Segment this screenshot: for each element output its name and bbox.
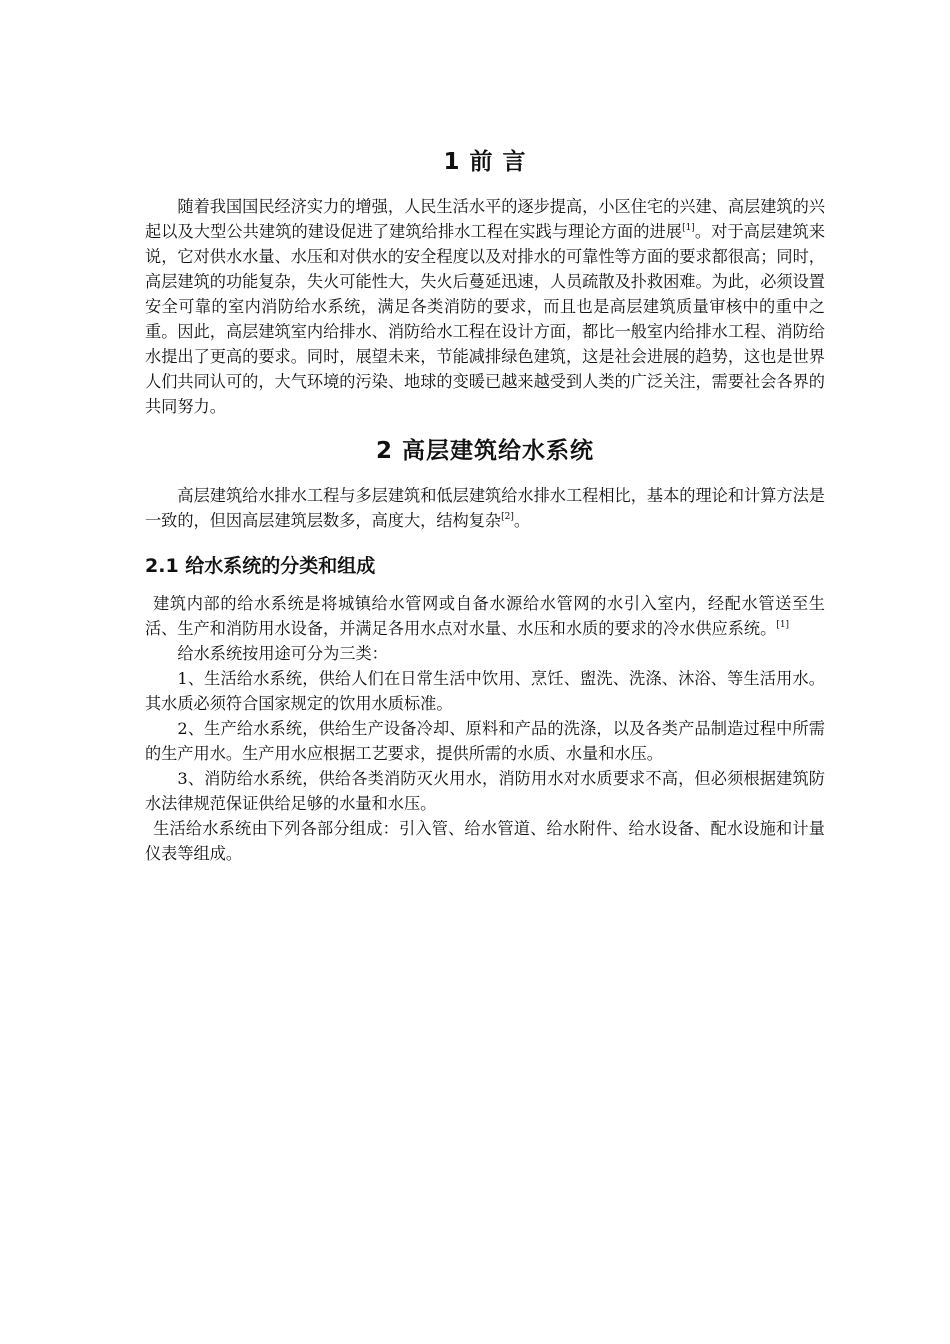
section-2-1-paragraph-3: 生活给水系统由下列各部分组成：引入管、给水管道、给水附件、给水设备、配水设施和计量仪表等组成。	[145, 819, 825, 863]
citation-ref-3: [1]	[776, 620, 790, 630]
section-2-paragraph-text: 高层建筑给水排水工程与多层建筑和低层建筑给水排水工程相比，基本的理论和计算方法是一致的，但因高层建筑层数多，高度大，结构复杂	[145, 486, 825, 530]
list-item-3: 3、消防给水系统，供给各类消防灭火用水，消防用水对水质要求不高，但必须根据建筑防水法律规范保证供给足够的水量和水压。	[145, 769, 825, 813]
section-1-paragraph-text: 随着我国国民经济实力的增强，人民生活水平的逐步提高，小区住宅的兴建、高层建筑的兴起以及大型公共建筑的建设促进了建筑给排水工程在实践与理论方面的进展	[145, 197, 825, 241]
document-page	[145, 140, 825, 866]
list-item-2: 2、生产给水系统，供给生产设备冷却、原料和产品的洗涤，以及各类产品制造过程中所需的生产用水。生产用水应根据工艺要求，提供所需的水质、水量和水压。	[145, 719, 825, 763]
section-1-paragraph	[145, 194, 825, 419]
section-2-title: 2 高层建筑给水系统	[375, 438, 594, 464]
citation-ref-1: [1]	[682, 223, 695, 233]
section-2-1-title: 2.1 给水系统的分类和组成	[145, 555, 376, 577]
section-1-paragraph-text-rest: 。对于高层建筑来说，它对供水水量、水压和对供水的安全程度以及对排水的可靠性等方面的要求都很高；同时，高层建筑的功能复杂，失火可能性大，失火后蔓延迅速，人员疏散及扑救困难。为此，必须设置安全可靠的室内消防给水系统，满足各类消防的要求，而且也是高层建筑质量审核中的重中之重。因此，高层建筑室内给排水、消防给水工程在设计方面，都比一般室内给排水工程、消防给水提出了更高的要求。同时，展望未来，节能减排绿色建筑，这是社会进展的趋势，这也是世界人们共同认可的，大气环境的污染、地球的变暖已越来越受到人类的广泛关注，需要社会各界的共同努力。	[145, 222, 826, 416]
list-item-1: 1、生活给水系统，供给人们在日常生活中饮用、烹饪、盥洗、洗涤、沐浴、等生活用水。其水质必须符合国家规定的饮用水质标准。	[145, 669, 825, 713]
section-1-title: 1 前 言	[443, 149, 527, 175]
citation-ref-2: [2]	[501, 512, 514, 522]
section-2-1-paragraph-1-text: 建筑内部的给水系统是将城镇给水管网或自备水源给水管网的水引入室内，经配水管送至生活、生产和消防用水设备，并满足各用水点对水量、水压和水质的要求的冷水供应系统。	[145, 594, 825, 638]
section-2-paragraph	[145, 483, 825, 533]
section-2-paragraph-text-rest: 。	[513, 511, 531, 530]
section-2-1-paragraph-1	[145, 591, 825, 641]
section-2-1-paragraph-2: 给水系统按用途可分为三类：	[177, 644, 388, 663]
